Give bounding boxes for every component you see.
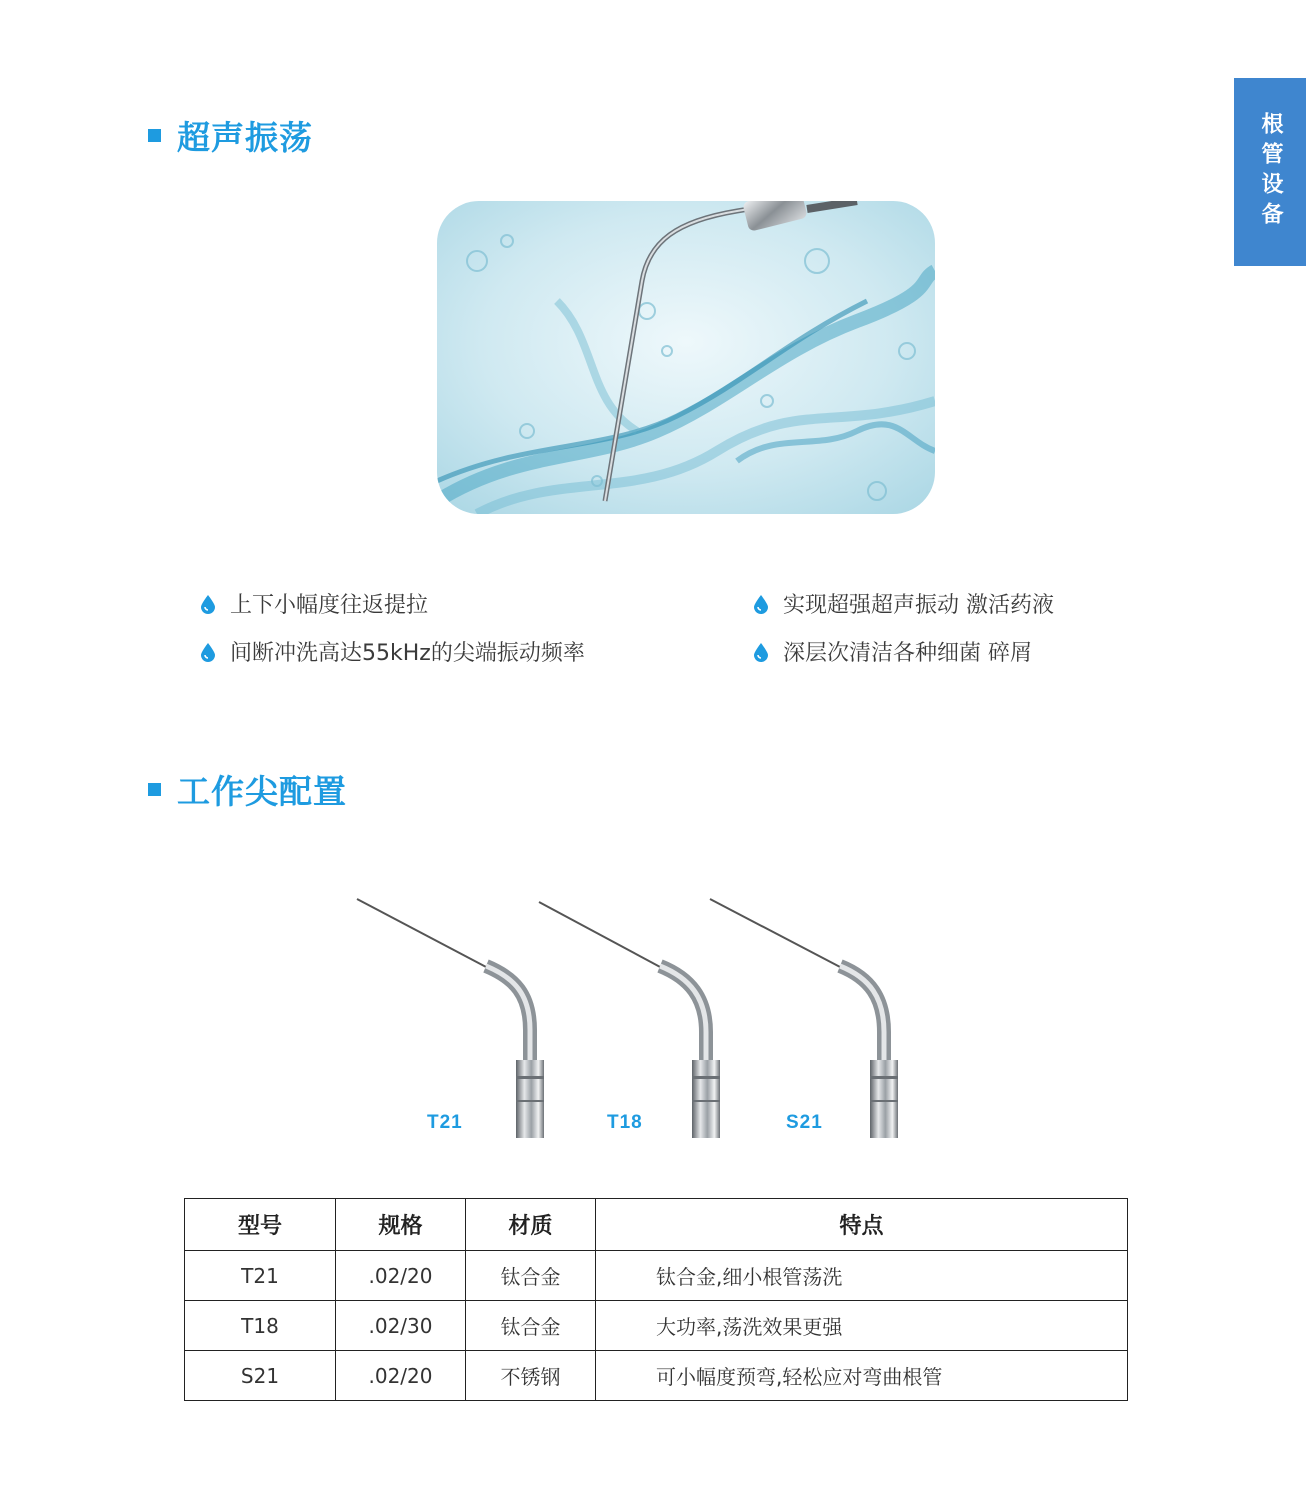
feature-text: 深层次清洁各种细菌 碎屑 <box>783 641 1032 666</box>
list-item <box>753 636 1032 667</box>
feature-text: 实现超强超声振动 激活药液 <box>783 593 1054 618</box>
water-drop-icon <box>753 594 769 614</box>
cell-spec: .02/30 <box>336 1301 466 1351</box>
water-drop-icon <box>753 642 769 662</box>
cell-material: 钛合金 <box>466 1251 596 1301</box>
table-row <box>185 1301 1128 1351</box>
list-item <box>200 636 585 667</box>
hero-water-image <box>437 201 935 514</box>
list-item <box>753 588 1054 619</box>
spec-table <box>184 1198 1128 1401</box>
header-material: 材质 <box>466 1199 596 1251</box>
cell-model: T21 <box>185 1251 336 1301</box>
header-features: 特点 <box>596 1199 1128 1251</box>
tips-illustration <box>0 880 1306 1150</box>
table-row <box>185 1351 1128 1401</box>
tip-s21-image <box>710 899 898 1138</box>
list-item <box>200 588 428 619</box>
feature-text: 上下小幅度往返提拉 <box>230 593 429 618</box>
cell-features: 大功率,荡洗效果更强 <box>596 1301 1128 1351</box>
title-bullet-icon <box>148 129 161 142</box>
side-tab-label: 根管设备 <box>1258 112 1283 232</box>
table-row <box>185 1251 1128 1301</box>
cell-material: 钛合金 <box>466 1301 596 1351</box>
section-title-ultrasonic <box>148 112 313 159</box>
cell-model: T18 <box>185 1301 336 1351</box>
section-title-text: 工作尖配置 <box>177 772 347 811</box>
cell-features: 钛合金,细小根管荡洗 <box>596 1251 1128 1301</box>
section-title-text: 超声振荡 <box>177 118 313 157</box>
water-drop-icon <box>200 594 216 614</box>
side-category-tab <box>1234 78 1306 266</box>
cell-features: 可小幅度预弯,轻松应对弯曲根管 <box>596 1351 1128 1401</box>
water-drop-icon <box>200 642 216 662</box>
tip-label: S21 <box>786 1112 823 1133</box>
header-spec: 规格 <box>336 1199 466 1251</box>
title-bullet-icon <box>148 783 161 796</box>
cell-material: 不锈钢 <box>466 1351 596 1401</box>
cell-spec: .02/20 <box>336 1251 466 1301</box>
tip-label: T21 <box>427 1112 463 1133</box>
tip-label: T18 <box>607 1112 643 1133</box>
table-header-row <box>185 1199 1128 1251</box>
tip-t18-image <box>539 902 720 1138</box>
cell-model: S21 <box>185 1351 336 1401</box>
tip-t21-image <box>357 899 544 1138</box>
section-title-tips <box>148 766 347 813</box>
cell-spec: .02/20 <box>336 1351 466 1401</box>
header-model: 型号 <box>185 1199 336 1251</box>
feature-text: 间断冲洗高达55kHz的尖端振动频率 <box>230 641 585 666</box>
